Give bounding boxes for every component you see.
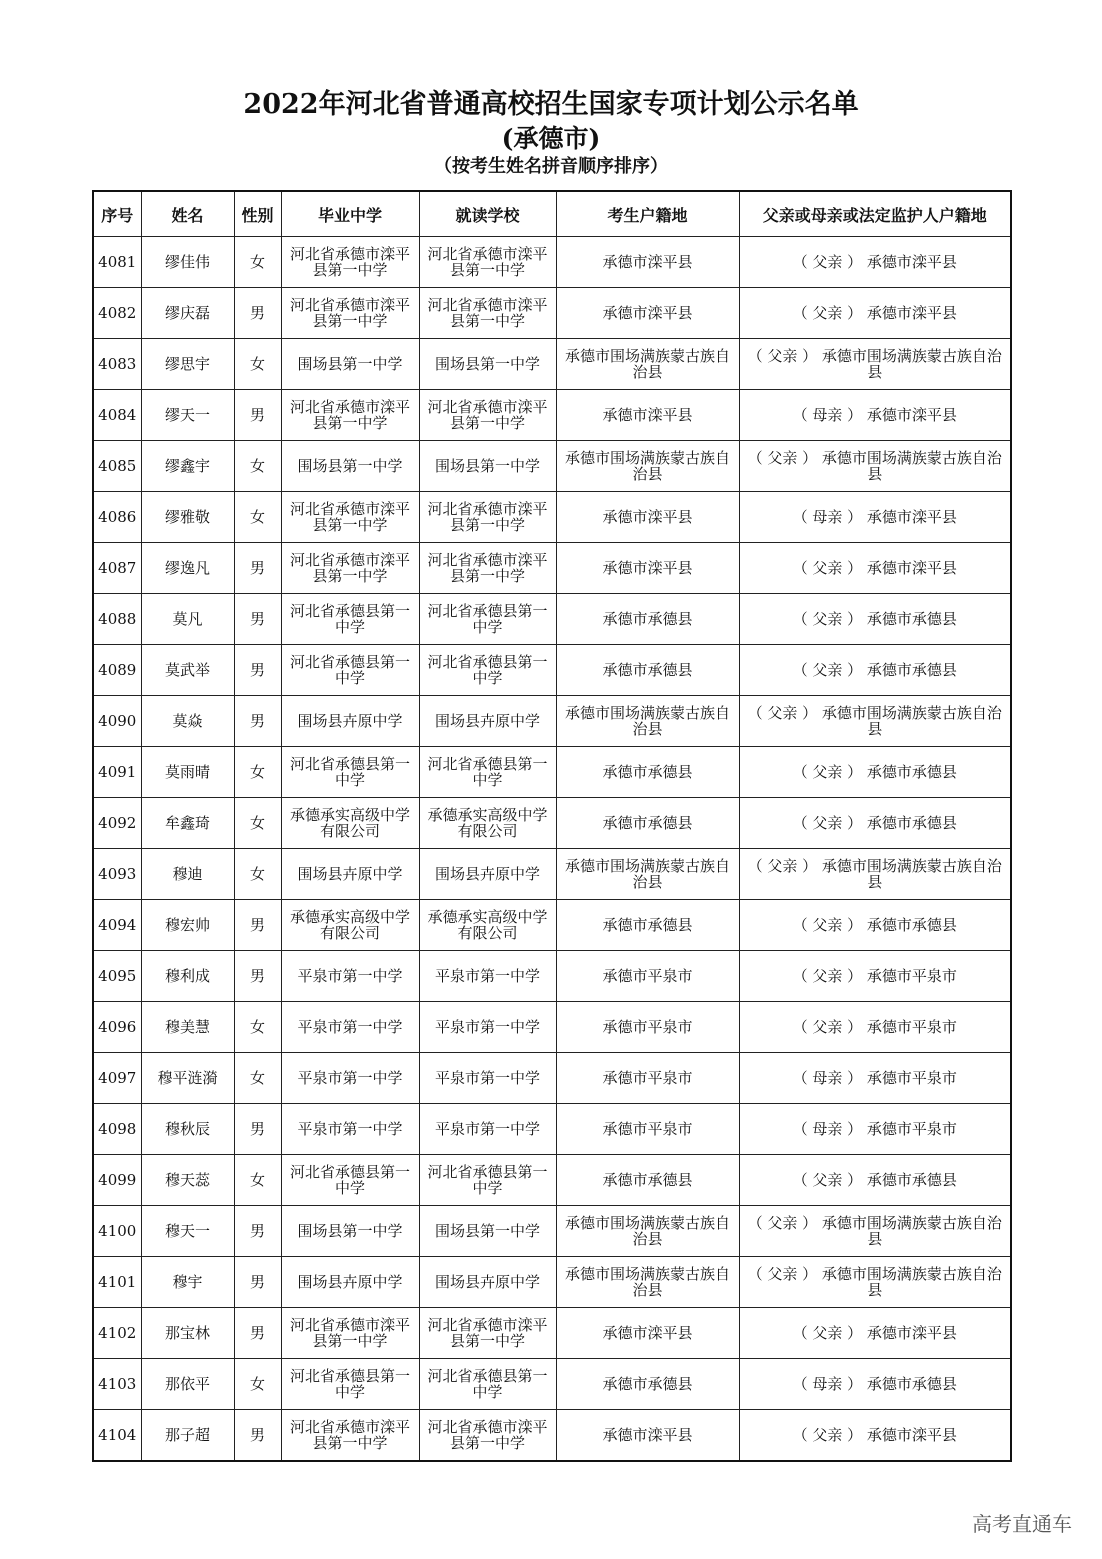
cell-hukou: 承德市滦平县: [556, 390, 739, 441]
watermark-text: 高考直通车: [972, 1512, 1072, 1536]
cell-guardian-hukou: （ 父亲 ） 承德市平泉市: [739, 951, 1011, 1002]
cell-current-school: 平泉市第一中学: [419, 1104, 556, 1155]
cell-name: 那子超: [141, 1410, 234, 1462]
cell-current-school: 平泉市第一中学: [419, 951, 556, 1002]
cell-name: 莫凡: [141, 594, 234, 645]
table-row: [93, 339, 1011, 390]
table-row: [93, 1053, 1011, 1104]
cell-hukou: 承德市承德县: [556, 594, 739, 645]
cell-grad-school: 河北省承德市滦平县第一中学: [281, 288, 419, 339]
cell-grad-school: 围场县卉原中学: [281, 1257, 419, 1308]
table-row: [93, 747, 1011, 798]
table-row: [93, 1308, 1011, 1359]
cell-grad-school: 围场县卉原中学: [281, 849, 419, 900]
cell-current-school: 河北省承德市滦平县第一中学: [419, 390, 556, 441]
cell-current-school: 围场县卉原中学: [419, 696, 556, 747]
cell-no: 4089: [93, 645, 141, 696]
cell-gender: 女: [234, 339, 281, 390]
cell-no: 4081: [93, 237, 141, 288]
cell-guardian-hukou: （ 父亲 ） 承德市承德县: [739, 594, 1011, 645]
cell-current-school: 河北省承德县第一中学: [419, 747, 556, 798]
cell-gender: 女: [234, 1359, 281, 1410]
cell-guardian-hukou: （ 父亲 ） 承德市围场满族蒙古族自治县: [739, 339, 1011, 390]
cell-grad-school: 河北省承德县第一中学: [281, 747, 419, 798]
header-name: 姓名: [141, 191, 234, 237]
cell-gender: 男: [234, 543, 281, 594]
cell-no: 4098: [93, 1104, 141, 1155]
cell-guardian-hukou: （ 父亲 ） 承德市围场满族蒙古族自治县: [739, 849, 1011, 900]
cell-guardian-hukou: （ 父亲 ） 承德市围场满族蒙古族自治县: [739, 696, 1011, 747]
cell-name: 牟鑫琦: [141, 798, 234, 849]
cell-current-school: 平泉市第一中学: [419, 1053, 556, 1104]
cell-current-school: 河北省承德县第一中学: [419, 645, 556, 696]
cell-grad-school: 河北省承德市滦平县第一中学: [281, 1410, 419, 1462]
cell-grad-school: 河北省承德市滦平县第一中学: [281, 390, 419, 441]
cell-current-school: 河北省承德市滦平县第一中学: [419, 288, 556, 339]
cell-gender: 女: [234, 492, 281, 543]
cell-grad-school: 河北省承德县第一中学: [281, 594, 419, 645]
cell-name: 穆宇: [141, 1257, 234, 1308]
cell-guardian-hukou: （ 父亲 ） 承德市承德县: [739, 900, 1011, 951]
cell-guardian-hukou: （ 父亲 ） 承德市承德县: [739, 747, 1011, 798]
cell-no: 4094: [93, 900, 141, 951]
cell-no: 4099: [93, 1155, 141, 1206]
sort-note: （按考生姓名拼音顺序排序）: [434, 156, 668, 177]
roster-body: [93, 237, 1011, 1462]
cell-gender: 男: [234, 900, 281, 951]
cell-gender: 男: [234, 951, 281, 1002]
cell-grad-school: 承德承实高级中学有限公司: [281, 900, 419, 951]
cell-hukou: 承德市滦平县: [556, 1308, 739, 1359]
cell-no: 4085: [93, 441, 141, 492]
cell-no: 4092: [93, 798, 141, 849]
cell-no: 4096: [93, 1002, 141, 1053]
cell-gender: 男: [234, 1104, 281, 1155]
cell-current-school: 河北省承德市滦平县第一中学: [419, 237, 556, 288]
table-row: [93, 1206, 1011, 1257]
cell-hukou: 承德市承德县: [556, 1155, 739, 1206]
cell-guardian-hukou: （ 父亲 ） 承德市滦平县: [739, 237, 1011, 288]
table-row: [93, 900, 1011, 951]
cell-guardian-hukou: （ 母亲 ） 承德市平泉市: [739, 1104, 1011, 1155]
cell-hukou: 承德市围场满族蒙古族自治县: [556, 696, 739, 747]
cell-gender: 男: [234, 696, 281, 747]
document-title: 2022年河北省普通高校招生国家专项计划公示名单: [243, 89, 859, 120]
cell-guardian-hukou: （ 父亲 ） 承德市围场满族蒙古族自治县: [739, 1257, 1011, 1308]
cell-grad-school: 围场县第一中学: [281, 1206, 419, 1257]
cell-grad-school: 河北省承德市滦平县第一中学: [281, 492, 419, 543]
cell-current-school: 河北省承德市滦平县第一中学: [419, 1410, 556, 1462]
cell-hukou: 承德市承德县: [556, 900, 739, 951]
header-guardian-hukou: 父亲或母亲或法定监护人户籍地: [739, 191, 1011, 237]
cell-gender: 女: [234, 798, 281, 849]
cell-no: 4093: [93, 849, 141, 900]
cell-name: 那宝林: [141, 1308, 234, 1359]
cell-guardian-hukou: （ 父亲 ） 承德市滦平县: [739, 288, 1011, 339]
cell-no: 4103: [93, 1359, 141, 1410]
cell-gender: 男: [234, 1410, 281, 1462]
cell-guardian-hukou: （ 父亲 ） 承德市滦平县: [739, 543, 1011, 594]
cell-gender: 男: [234, 645, 281, 696]
cell-name: 缪雅敬: [141, 492, 234, 543]
table-row: [93, 237, 1011, 288]
header-hukou: 考生户籍地: [556, 191, 739, 237]
cell-guardian-hukou: （ 母亲 ） 承德市滦平县: [739, 390, 1011, 441]
cell-name: 莫武举: [141, 645, 234, 696]
cell-guardian-hukou: （ 父亲 ） 承德市围场满族蒙古族自治县: [739, 1206, 1011, 1257]
table-row: [93, 951, 1011, 1002]
cell-hukou: 承德市承德县: [556, 798, 739, 849]
cell-gender: 男: [234, 390, 281, 441]
cell-grad-school: 平泉市第一中学: [281, 1053, 419, 1104]
cell-gender: 女: [234, 1053, 281, 1104]
table-row: [93, 441, 1011, 492]
cell-gender: 女: [234, 1002, 281, 1053]
cell-grad-school: 平泉市第一中学: [281, 1104, 419, 1155]
cell-no: 4100: [93, 1206, 141, 1257]
cell-no: 4102: [93, 1308, 141, 1359]
header-row: [93, 191, 1011, 237]
table-row: [93, 1359, 1011, 1410]
cell-grad-school: 河北省承德县第一中学: [281, 1359, 419, 1410]
header-gender: 性别: [234, 191, 281, 237]
table-row: [93, 1002, 1011, 1053]
cell-hukou: 承德市承德县: [556, 1359, 739, 1410]
cell-guardian-hukou: （ 母亲 ） 承德市承德县: [739, 1359, 1011, 1410]
cell-name: 缪鑫宇: [141, 441, 234, 492]
cell-no: 4104: [93, 1410, 141, 1462]
cell-gender: 女: [234, 1155, 281, 1206]
cell-current-school: 河北省承德县第一中学: [419, 594, 556, 645]
table-row: [93, 543, 1011, 594]
cell-name: 缪庆磊: [141, 288, 234, 339]
cell-gender: 女: [234, 747, 281, 798]
cell-name: 穆天一: [141, 1206, 234, 1257]
table-row: [93, 390, 1011, 441]
cell-current-school: 围场县卉原中学: [419, 849, 556, 900]
table-row: [93, 288, 1011, 339]
cell-no: 4083: [93, 339, 141, 390]
cell-name: 莫雨晴: [141, 747, 234, 798]
cell-no: 4084: [93, 390, 141, 441]
cell-hukou: 承德市承德县: [556, 645, 739, 696]
cell-hukou: 承德市平泉市: [556, 1053, 739, 1104]
cell-no: 4095: [93, 951, 141, 1002]
cell-guardian-hukou: （ 父亲 ） 承德市滦平县: [739, 1308, 1011, 1359]
table-row: [93, 1257, 1011, 1308]
cell-name: 穆利成: [141, 951, 234, 1002]
cell-grad-school: 河北省承德市滦平县第一中学: [281, 1308, 419, 1359]
table-row: [93, 849, 1011, 900]
cell-grad-school: 河北省承德县第一中学: [281, 1155, 419, 1206]
cell-guardian-hukou: （ 父亲 ） 承德市滦平县: [739, 1410, 1011, 1462]
cell-no: 4090: [93, 696, 141, 747]
cell-current-school: 围场县第一中学: [419, 339, 556, 390]
cell-current-school: 河北省承德市滦平县第一中学: [419, 543, 556, 594]
cell-current-school: 河北省承德县第一中学: [419, 1155, 556, 1206]
cell-name: 缪思宇: [141, 339, 234, 390]
table-row: [93, 696, 1011, 747]
cell-no: 4088: [93, 594, 141, 645]
cell-name: 缪逸凡: [141, 543, 234, 594]
cell-name: 穆秋辰: [141, 1104, 234, 1155]
cell-current-school: 承德承实高级中学有限公司: [419, 900, 556, 951]
cell-hukou: 承德市滦平县: [556, 543, 739, 594]
cell-hukou: 承德市平泉市: [556, 1104, 739, 1155]
cell-current-school: 平泉市第一中学: [419, 1002, 556, 1053]
cell-name: 那依平: [141, 1359, 234, 1410]
cell-current-school: 围场县第一中学: [419, 1206, 556, 1257]
cell-name: 穆天蕊: [141, 1155, 234, 1206]
cell-guardian-hukou: （ 母亲 ） 承德市滦平县: [739, 492, 1011, 543]
cell-hukou: 承德市平泉市: [556, 951, 739, 1002]
cell-current-school: 河北省承德县第一中学: [419, 1359, 556, 1410]
cell-gender: 男: [234, 288, 281, 339]
document-subtitle: (承德市): [501, 124, 601, 153]
cell-hukou: 承德市围场满族蒙古族自治县: [556, 1257, 739, 1308]
cell-hukou: 承德市滦平县: [556, 1410, 739, 1462]
cell-no: 4097: [93, 1053, 141, 1104]
cell-no: 4091: [93, 747, 141, 798]
cell-hukou: 承德市滦平县: [556, 288, 739, 339]
cell-hukou: 承德市滦平县: [556, 492, 739, 543]
cell-no: 4087: [93, 543, 141, 594]
cell-hukou: 承德市围场满族蒙古族自治县: [556, 441, 739, 492]
cell-gender: 女: [234, 441, 281, 492]
cell-guardian-hukou: （ 父亲 ） 承德市承德县: [739, 1155, 1011, 1206]
cell-guardian-hukou: （ 父亲 ） 承德市平泉市: [739, 1002, 1011, 1053]
cell-guardian-hukou: （ 母亲 ） 承德市平泉市: [739, 1053, 1011, 1104]
cell-hukou: 承德市围场满族蒙古族自治县: [556, 1206, 739, 1257]
table-row: [93, 1104, 1011, 1155]
cell-no: 4082: [93, 288, 141, 339]
cell-name: 穆美慧: [141, 1002, 234, 1053]
cell-hukou: 承德市围场满族蒙古族自治县: [556, 849, 739, 900]
cell-grad-school: 河北省承德市滦平县第一中学: [281, 543, 419, 594]
cell-grad-school: 围场县第一中学: [281, 441, 419, 492]
cell-name: 穆宏帅: [141, 900, 234, 951]
header-grad-school: 毕业中学: [281, 191, 419, 237]
cell-current-school: 围场县第一中学: [419, 441, 556, 492]
cell-name: 穆迪: [141, 849, 234, 900]
cell-hukou: 承德市承德县: [556, 747, 739, 798]
cell-no: 4101: [93, 1257, 141, 1308]
cell-hukou: 承德市滦平县: [556, 237, 739, 288]
table-row: [93, 492, 1011, 543]
header-no: 序号: [93, 191, 141, 237]
table-row: [93, 1410, 1011, 1462]
cell-current-school: 围场县卉原中学: [419, 1257, 556, 1308]
cell-gender: 男: [234, 594, 281, 645]
cell-name: 缪天一: [141, 390, 234, 441]
cell-gender: 女: [234, 237, 281, 288]
cell-grad-school: 平泉市第一中学: [281, 951, 419, 1002]
cell-gender: 女: [234, 849, 281, 900]
cell-current-school: 河北省承德市滦平县第一中学: [419, 1308, 556, 1359]
cell-name: 穆平涟漪: [141, 1053, 234, 1104]
cell-gender: 男: [234, 1308, 281, 1359]
cell-no: 4086: [93, 492, 141, 543]
table-row: [93, 798, 1011, 849]
cell-grad-school: 承德承实高级中学有限公司: [281, 798, 419, 849]
cell-grad-school: 围场县第一中学: [281, 339, 419, 390]
cell-gender: 男: [234, 1206, 281, 1257]
cell-grad-school: 围场县卉原中学: [281, 696, 419, 747]
cell-gender: 男: [234, 1257, 281, 1308]
cell-name: 缪佳伟: [141, 237, 234, 288]
roster-table: [92, 190, 1012, 1462]
cell-guardian-hukou: （ 父亲 ） 承德市围场满族蒙古族自治县: [739, 441, 1011, 492]
cell-name: 莫焱: [141, 696, 234, 747]
cell-grad-school: 平泉市第一中学: [281, 1002, 419, 1053]
cell-hukou: 承德市围场满族蒙古族自治县: [556, 339, 739, 390]
cell-current-school: 河北省承德市滦平县第一中学: [419, 492, 556, 543]
table-row: [93, 645, 1011, 696]
cell-guardian-hukou: （ 父亲 ） 承德市承德县: [739, 645, 1011, 696]
header-current-school: 就读学校: [419, 191, 556, 237]
table-row: [93, 1155, 1011, 1206]
cell-grad-school: 河北省承德县第一中学: [281, 645, 419, 696]
cell-grad-school: 河北省承德市滦平县第一中学: [281, 237, 419, 288]
table-row: [93, 594, 1011, 645]
cell-hukou: 承德市平泉市: [556, 1002, 739, 1053]
cell-current-school: 承德承实高级中学有限公司: [419, 798, 556, 849]
cell-guardian-hukou: （ 父亲 ） 承德市承德县: [739, 798, 1011, 849]
